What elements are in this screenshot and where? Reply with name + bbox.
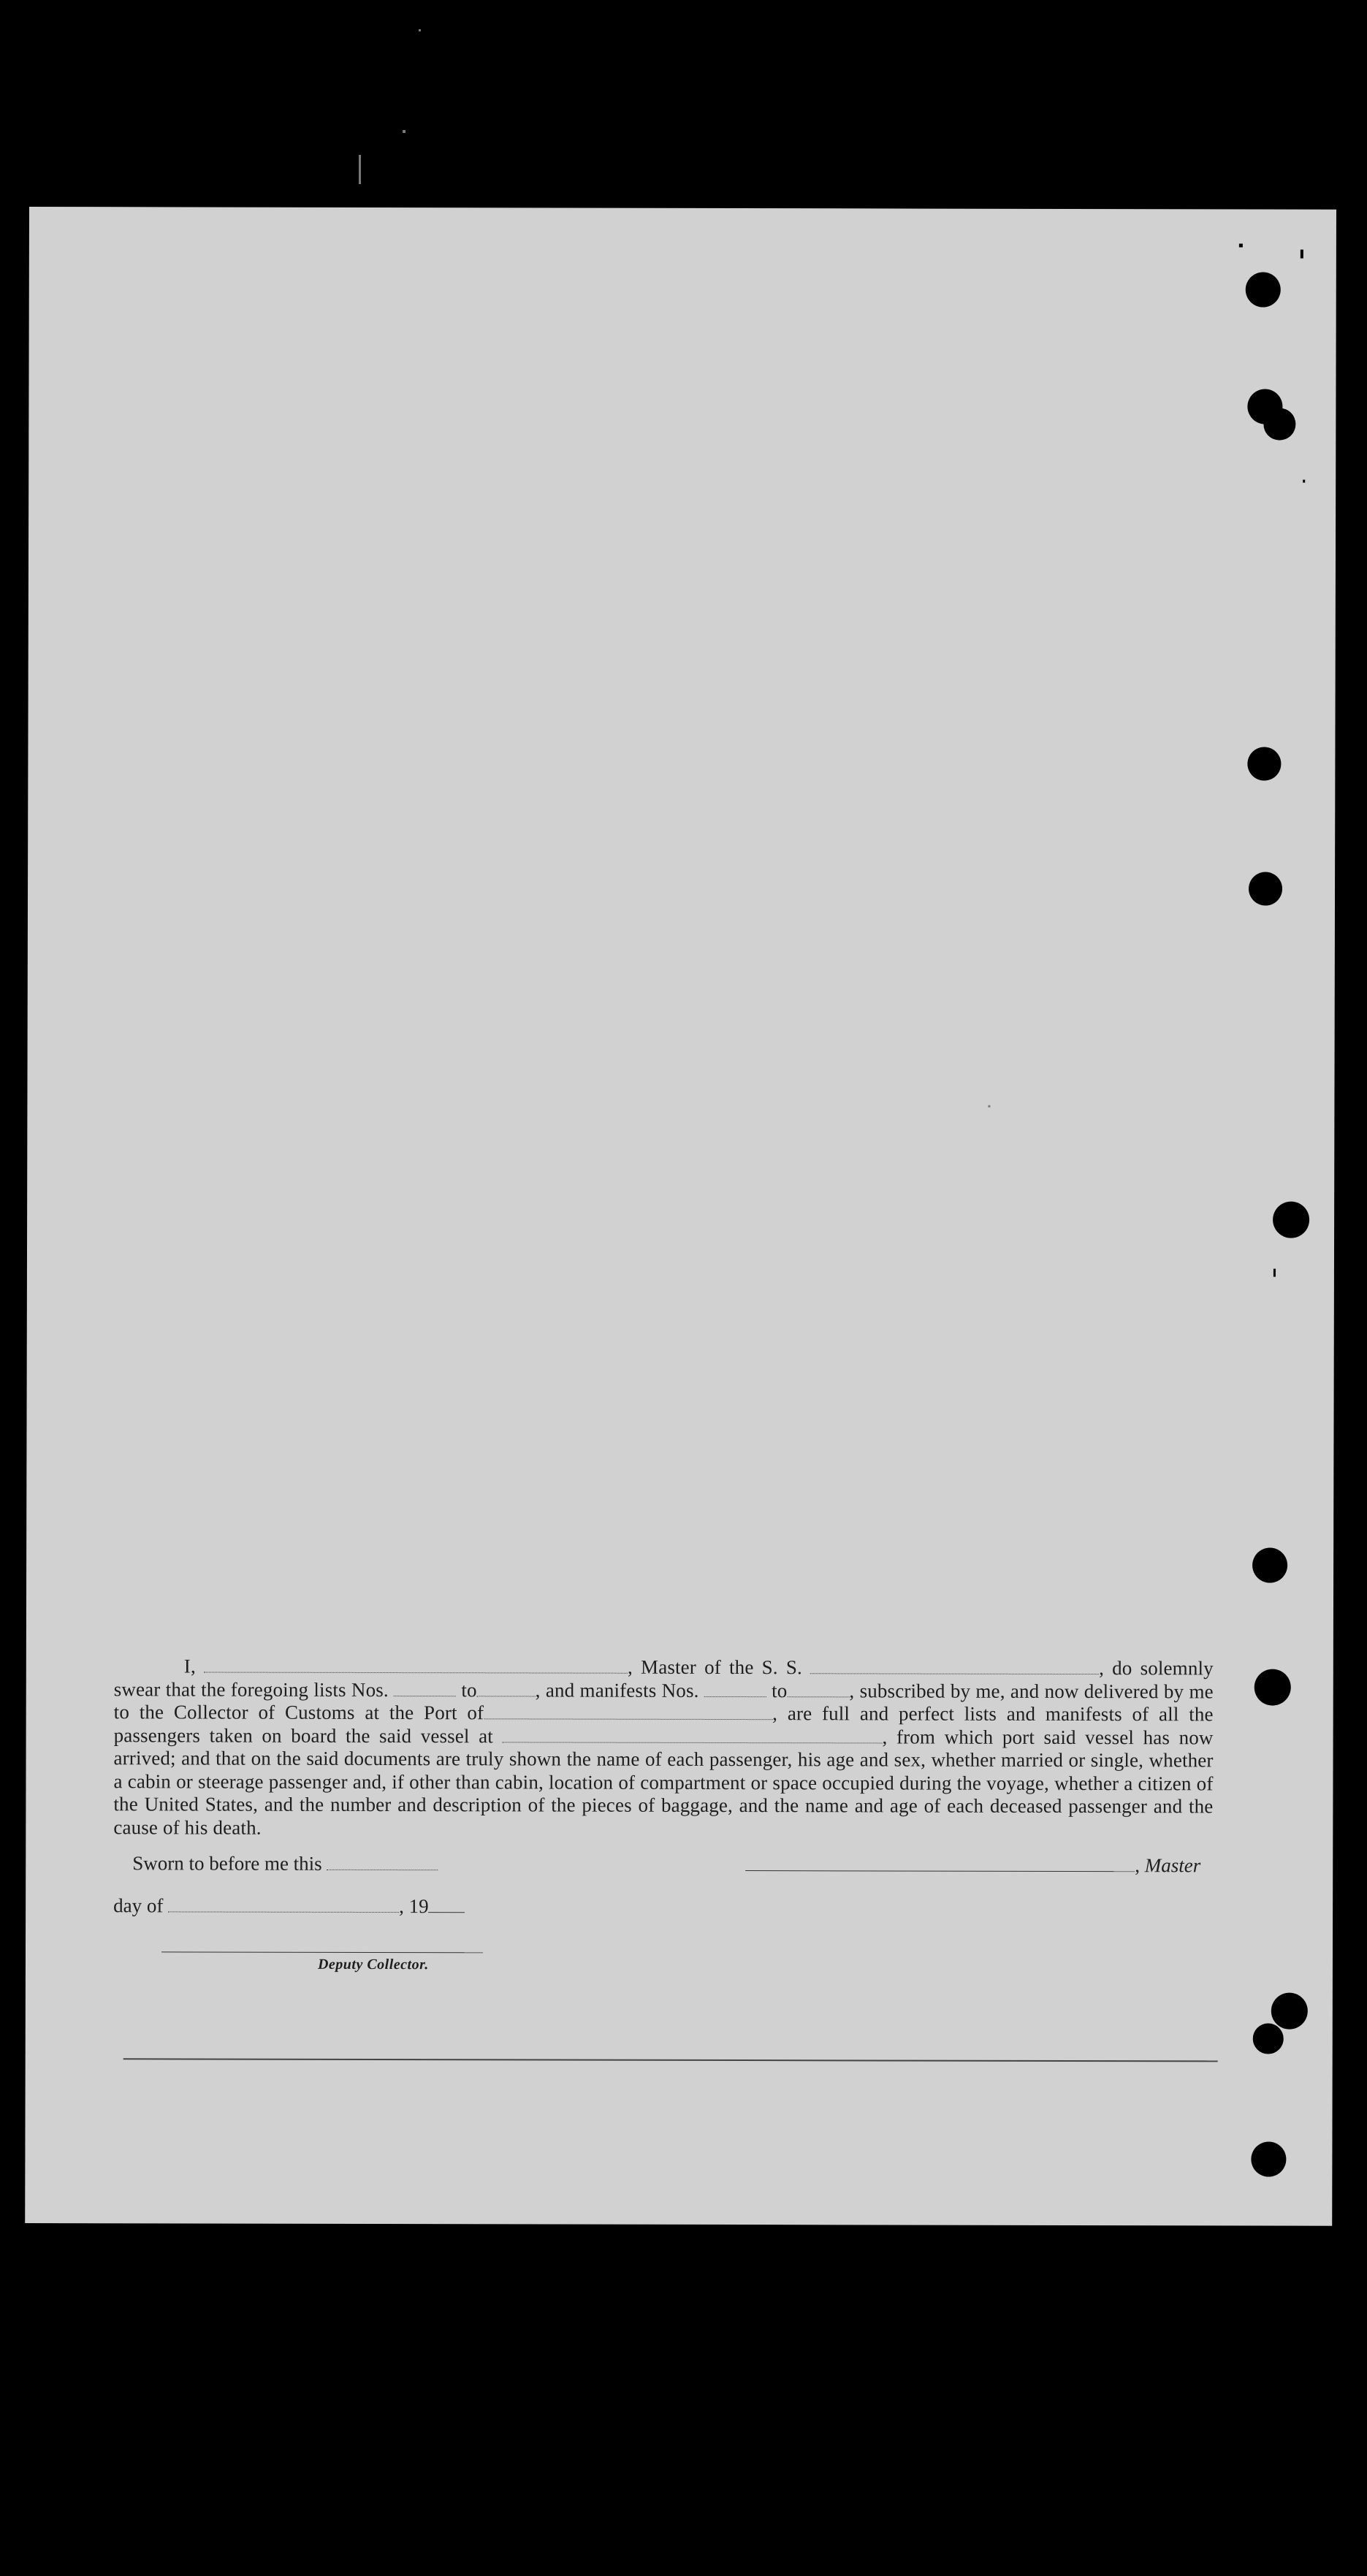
day-of-label: day of (113, 1894, 164, 1917)
oath-text: I, (183, 1655, 196, 1677)
oath-paragraph (113, 1655, 1214, 1841)
sworn-label: Sworn to before me this (132, 1852, 322, 1875)
binder-hole (1249, 872, 1282, 905)
master-signature-blank (745, 1857, 1135, 1872)
oath-text: , do solemnly swear that the foregoing lists Nos. (113, 1657, 1214, 1701)
oath-text: to (461, 1678, 477, 1701)
day-blank (168, 1898, 399, 1913)
speck (403, 130, 405, 133)
binder-hole (1273, 1202, 1309, 1238)
manifests-from-blank (704, 1683, 766, 1696)
deputy-signature-line (161, 1951, 483, 1953)
sworn-date-blank (327, 1856, 438, 1870)
year-blank (429, 1899, 465, 1913)
binder-hole (1271, 1993, 1308, 2030)
port-blank (484, 1705, 772, 1720)
speck (1303, 480, 1305, 483)
oath-text: , subscribed by me, and now delivered by me to the Collector of Customs at the Port of (113, 1679, 1214, 1724)
vessel-name-blank (810, 1660, 1099, 1674)
oath-text: , and manifests Nos. (535, 1678, 699, 1702)
binder-hole (1251, 2142, 1286, 2177)
oath-text: , from which port said vessel has now arrived; and that on the said documents are truly shown the name of each passenger, his age and sex, whether married or single, whether a cabin or steerage passenger and, if other than cabin, location of compartment or space occupied during the voyage, whether a citizen of the United States, and the number and description of the pieces of baggage, and the name and age of each deceased passenger and the cause of his death. (113, 1725, 1214, 1839)
binder-hole (1252, 1548, 1287, 1583)
manifests-to-blank (787, 1683, 849, 1697)
bottom-divider (123, 2058, 1218, 2062)
departure-port-blank (502, 1729, 882, 1743)
speck (988, 1105, 990, 1108)
binder-hole (1246, 272, 1281, 307)
binder-hole (1247, 747, 1281, 780)
year-prefix: , 19 (399, 1895, 429, 1918)
speck (359, 155, 361, 184)
speck (1301, 250, 1303, 259)
oath-text: , Master of the S. S. (627, 1655, 802, 1679)
lists-from-blank (394, 1683, 456, 1696)
speck (1273, 1269, 1276, 1277)
oath-text: to (772, 1679, 788, 1702)
binder-hole (1253, 2024, 1284, 2054)
master-signature-line: , Master (745, 1853, 1200, 1877)
master-name-blank (204, 1659, 628, 1674)
form-page (25, 207, 1336, 2226)
sworn-line (132, 1852, 438, 1875)
lists-to-blank (477, 1683, 536, 1696)
speck (419, 29, 421, 31)
master-label: Master (1144, 1854, 1201, 1877)
day-line (113, 1894, 465, 1918)
binder-hole (1254, 1669, 1291, 1706)
oath-text: , are full and perfect lists and manifests of all the passengers taken on board the said vessel at (113, 1702, 1214, 1747)
speck (1239, 243, 1243, 247)
binder-hole (1263, 408, 1295, 441)
deputy-collector-label: Deputy Collector. (317, 1956, 429, 1973)
